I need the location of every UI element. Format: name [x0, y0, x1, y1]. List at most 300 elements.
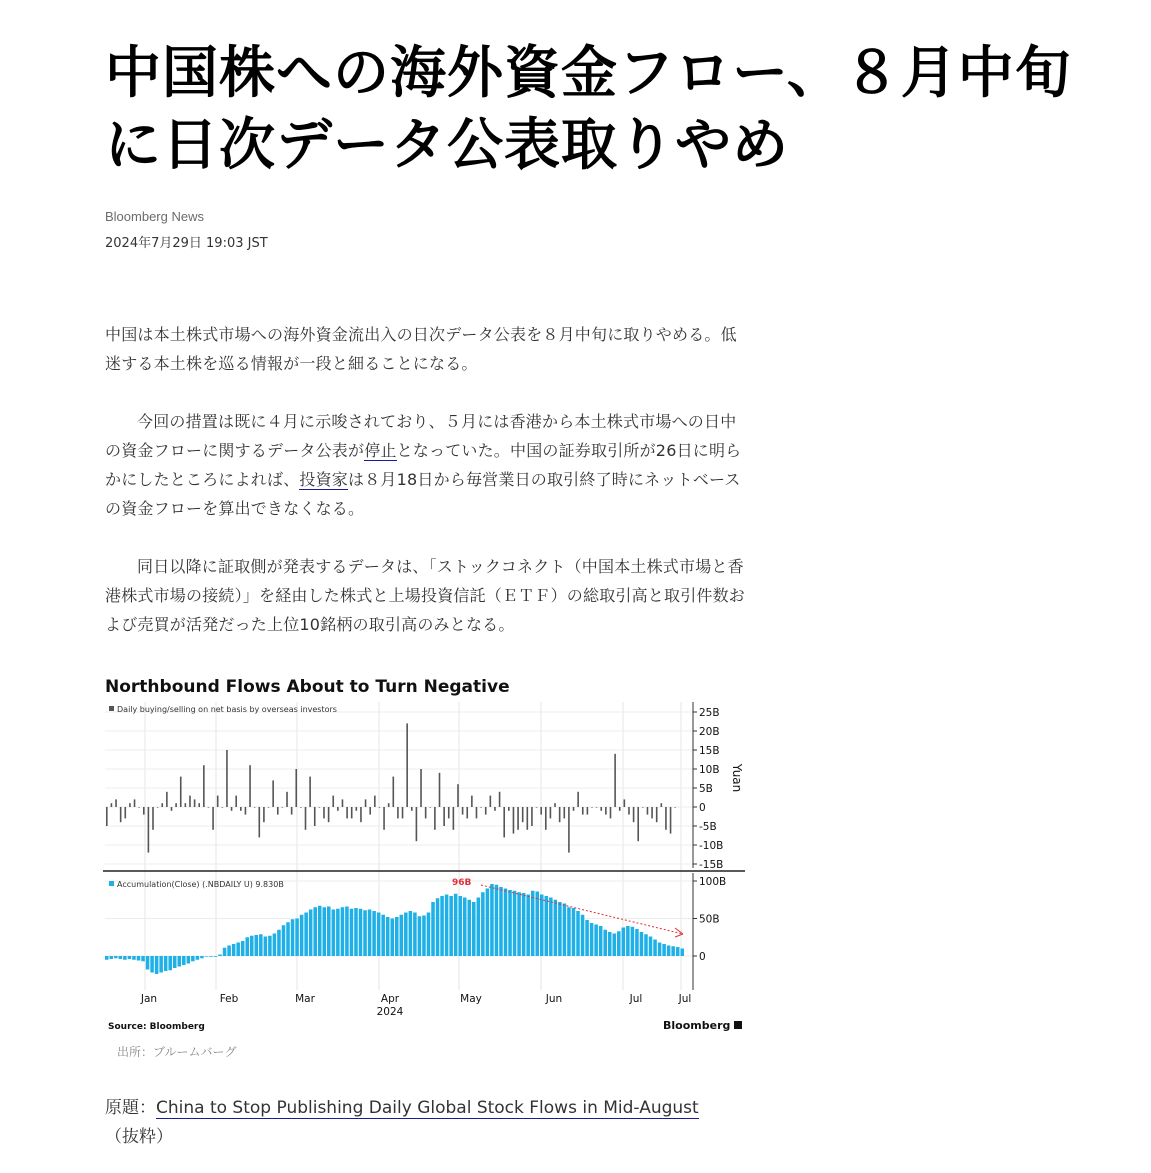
daily-flow-bar: [309, 777, 311, 807]
accumulation-bar: [626, 926, 630, 956]
daily-flow-bar: [217, 796, 219, 807]
daily-flow-bar: [383, 807, 385, 830]
accumulation-bar: [472, 902, 476, 956]
accumulation-bar: [368, 910, 372, 957]
accumulation-bar: [522, 893, 526, 956]
accumulation-bar: [323, 907, 327, 956]
daily-flow-bar: [554, 803, 556, 807]
accumulation-bar: [667, 946, 671, 957]
daily-flow-bar: [111, 803, 113, 807]
accumulation-bar: [372, 911, 376, 956]
accumulation-bar: [209, 956, 213, 957]
paragraph-2-text-c: は８月18日から毎営業日の取引終了時にネットベースの資金フローを算出できなくなる。: [105, 470, 741, 518]
daily-flow-bar: [531, 807, 533, 826]
bloomberg-logo: Bloomberg: [663, 1019, 731, 1032]
accumulation-bar: [277, 930, 281, 956]
daily-flow-bar: [189, 796, 191, 807]
daily-y-tick-label: 15B: [699, 745, 720, 757]
daily-flow-bar: [462, 807, 464, 815]
daily-flow-bar: [194, 799, 196, 807]
daily-flow-bar: [166, 792, 168, 807]
link-halt[interactable]: 停止: [364, 441, 397, 460]
daily-flow-bar: [198, 803, 200, 807]
daily-flow-bar: [665, 807, 667, 830]
daily-flow-bar: [365, 799, 367, 807]
accumulation-bar: [649, 937, 653, 957]
accumulation-bar: [617, 931, 621, 956]
accumulation-bar: [345, 907, 349, 957]
accumulation-bar: [640, 932, 644, 956]
accumulation-bar: [563, 904, 567, 957]
accumulation-bar: [535, 892, 539, 957]
accumulation-bar: [332, 910, 336, 957]
accumulation-bar: [105, 956, 109, 960]
daily-flow-bar: [300, 807, 302, 808]
daily-flow-bar: [115, 799, 117, 807]
daily-flow-bar: [356, 807, 358, 811]
accumulation-bar: [264, 937, 268, 957]
daily-flow-bar: [397, 807, 399, 818]
accumulation-bar: [137, 956, 141, 961]
accumulation-bar: [449, 896, 453, 956]
accumulation-bar: [404, 913, 408, 957]
daily-flow-bar: [416, 807, 418, 841]
accumulation-bar: [286, 922, 290, 956]
x-tick-label: Mar: [295, 993, 315, 1005]
daily-flow-bar: [628, 807, 630, 815]
daily-y-tick-label: -5B: [699, 821, 717, 833]
x-tick-label: Apr: [380, 993, 400, 1005]
daily-flow-bar: [245, 807, 247, 815]
accumulation-bar: [159, 956, 163, 973]
daily-flow-bar: [406, 723, 408, 807]
daily-flow-bar: [674, 807, 676, 808]
accumulation-bar: [576, 911, 580, 956]
accumulation-bar: [350, 909, 354, 956]
daily-flow-bar: [656, 807, 658, 822]
accumulation-bar: [549, 898, 553, 957]
accumulation-bar: [232, 944, 236, 956]
accumulation-bar: [227, 946, 231, 957]
accumulation-bar: [291, 919, 295, 956]
accumulation-bar: [504, 889, 508, 957]
accumulation-bar: [359, 909, 363, 956]
accumulation-bar: [477, 898, 481, 957]
daily-flow-bar: [337, 807, 339, 811]
accumulation-bar: [273, 934, 277, 957]
x-tick-label: Jul: [629, 993, 643, 1005]
daily-flow-bar: [568, 807, 570, 853]
accumulation-bar: [128, 956, 132, 959]
daily-flow-bar: [610, 807, 612, 818]
daily-flow-bar: [134, 799, 136, 807]
accumulation-bar: [318, 906, 322, 956]
daily-flow-bar: [129, 803, 131, 807]
daily-flow-bar: [522, 807, 524, 822]
accumulation-bar: [631, 927, 635, 956]
paragraph-3: 同日以降に証取側が発表するデータは、「ストックコネクト（中国本土株式市場と香港株式市場の接続）」を経由した株式と上場投資信託（ＥＴＦ）の総取引高と取引件数および売買が活発だった上位10銘柄の取引高のみとなる。: [105, 557, 746, 634]
accumulation-bar: [119, 956, 123, 959]
article-body: [105, 320, 750, 668]
daily-flow-bar: [212, 807, 214, 830]
daily-flow-bar: [453, 807, 455, 830]
paragraph-2-text-b: となっていた。中国の証券取引所が26日に明らかにしたところによれば、: [105, 441, 742, 489]
daily-flow-bar: [637, 807, 639, 841]
accumulation-bar: [155, 956, 159, 974]
daily-flow-bar: [536, 807, 538, 808]
daily-flow-bar: [420, 769, 422, 807]
daily-flow-bar: [402, 807, 404, 818]
accumulation-bar: [304, 913, 308, 957]
accumulation-bar: [363, 910, 367, 956]
accumulation-bar: [603, 930, 607, 956]
daily-flow-bar: [614, 754, 616, 807]
accumulation-bar: [680, 949, 684, 957]
accumulation-bar: [436, 898, 440, 956]
accumulation-bar: [110, 956, 114, 959]
daily-flow-bar: [411, 807, 413, 811]
daily-flow-bar: [545, 807, 547, 830]
daily-flow-bar: [175, 803, 177, 807]
daily-flow-bar: [124, 807, 126, 818]
daily-flow-bar: [332, 796, 334, 807]
accumulation-bar: [400, 915, 404, 956]
peak-annotation-label: 96B: [452, 878, 472, 888]
accumulation-bar: [658, 943, 662, 957]
accumulation-bar: [454, 894, 458, 956]
daily-flow-bar: [379, 807, 381, 808]
daily-flow-bar: [393, 777, 395, 807]
daily-flow-bar: [563, 807, 565, 818]
daily-flow-bar: [600, 807, 602, 811]
daily-flow-bar: [587, 807, 589, 815]
original-prefix: 原題：: [105, 1098, 156, 1118]
accumulation-bar: [613, 934, 617, 957]
daily-flow-bar: [624, 799, 626, 807]
daily-flow-bar: [305, 807, 307, 830]
accumulation-bar: [499, 887, 503, 956]
accumulation-bar: [146, 956, 150, 970]
accumulation-bar: [173, 956, 177, 968]
x-tick-label: Jul: [678, 993, 692, 1005]
daily-flow-bar: [342, 799, 344, 807]
daily-flow-bar: [235, 796, 237, 807]
accumulation-bar: [218, 955, 222, 957]
accumulation-bar: [531, 891, 535, 956]
accumulation-bar: [377, 913, 381, 957]
daily-flow-bar: [490, 796, 492, 807]
daily-flow-bar: [476, 807, 478, 818]
accumulation-bar: [200, 956, 204, 958]
northbound-flows-chart: [103, 672, 748, 1040]
paragraph-2: [105, 407, 750, 523]
daily-flow-bar: [642, 807, 644, 808]
accumulation-bar: [178, 956, 182, 967]
accumulation-bar: [622, 928, 626, 957]
accumulation-bar: [662, 944, 666, 956]
accumulation-bar: [381, 915, 385, 956]
daily-flow-bar: [471, 796, 473, 807]
accumulation-bar: [585, 920, 589, 956]
daily-flow-bar: [559, 807, 561, 822]
daily-flow-bar: [661, 803, 663, 807]
accumulation-bar: [295, 919, 299, 957]
daily-flow-bar: [282, 807, 284, 808]
accumulation-bar: [182, 956, 186, 965]
accum-legend-swatch: [109, 881, 114, 886]
daily-flow-bar: [106, 807, 108, 826]
accumulation-bar: [676, 947, 680, 956]
daily-flow-bar: [425, 807, 427, 818]
daily-flow-bar: [286, 792, 288, 807]
daily-flow-bar: [152, 807, 154, 830]
daily-flow-bar: [670, 807, 672, 834]
daily-flow-bar: [319, 807, 321, 808]
daily-legend-label: Daily buying/selling on net basis by overseas investors: [117, 705, 337, 714]
accumulation-bar: [191, 956, 195, 961]
accumulation-bar: [594, 925, 598, 957]
daily-flow-bar: [605, 807, 607, 815]
daily-y-tick-label: 25B: [699, 707, 720, 719]
daily-flow-bar: [517, 807, 519, 830]
accumulation-bar: [458, 896, 462, 956]
image-credit: 出所：ブルームバーグ: [117, 1045, 237, 1059]
daily-flow-bar: [573, 807, 575, 811]
daily-flow-bar: [494, 807, 496, 811]
daily-flow-bar: [258, 807, 260, 837]
accumulation-bar: [495, 885, 499, 956]
daily-flow-bar: [540, 807, 542, 815]
daily-flow-bar: [360, 807, 362, 822]
accum-y-tick-label: 100B: [699, 876, 727, 888]
daily-flow-bar: [508, 807, 510, 811]
daily-flow-bar: [434, 807, 436, 830]
daily-flow-bar: [443, 807, 445, 826]
daily-flow-bar: [231, 807, 233, 811]
daily-flow-bar: [527, 807, 529, 830]
accum-y-tick-label: 0: [699, 951, 706, 963]
chart-title: Northbound Flows About to Turn Negative: [105, 677, 510, 697]
daily-flow-bar: [226, 750, 228, 807]
accumulation-bar: [327, 907, 331, 957]
daily-flow-bar: [596, 807, 598, 808]
daily-flow-bar: [448, 807, 450, 818]
daily-flow-bar: [143, 807, 145, 815]
daily-flow-bar: [263, 807, 265, 822]
daily-flow-bar: [577, 792, 579, 807]
daily-y-tick-label: -10B: [699, 840, 724, 852]
accumulation-bar: [150, 956, 154, 973]
daily-flow-bar: [185, 803, 187, 807]
daily-flow-bar: [503, 807, 505, 837]
daily-flow-bar: [369, 807, 371, 815]
accum-y-tick-label: 50B: [699, 913, 720, 926]
chart-source: Source: Bloomberg: [108, 1022, 205, 1032]
daily-flow-bar: [120, 807, 122, 822]
daily-flow-bar: [323, 807, 325, 818]
accumulation-bar: [422, 916, 426, 957]
daily-flow-bar: [268, 807, 270, 808]
original-article-link[interactable]: China to Stop Publishing Daily Global Stock Flows in Mid-August: [156, 1098, 699, 1118]
daily-flow-bar: [222, 807, 224, 808]
daily-legend-swatch: [109, 706, 114, 711]
daily-flow-bar: [328, 807, 330, 822]
daily-flow-bar: [295, 769, 297, 807]
excerpt-note: （抜粋）: [105, 1127, 173, 1147]
accumulation-bar: [653, 940, 657, 957]
accumulation-bar: [282, 925, 286, 956]
daily-flow-bar: [619, 807, 621, 811]
accumulation-bar: [259, 934, 263, 956]
accumulation-bar: [445, 895, 449, 957]
accumulation-bar: [386, 917, 390, 956]
daily-y-axis-label: Yuan: [730, 763, 744, 793]
accumulation-bar: [590, 923, 594, 956]
accumulation-bar: [313, 907, 317, 956]
accumulation-bar: [581, 915, 585, 956]
accumulation-bar: [250, 936, 254, 956]
daily-flow-bar: [513, 807, 515, 834]
daily-flow-bar: [429, 807, 431, 808]
byline[interactable]: Bloomberg News: [105, 209, 204, 224]
accumulation-bar: [599, 926, 603, 956]
daily-flow-bar: [466, 807, 468, 818]
daily-flow-bar: [171, 807, 173, 811]
accumulation-bar: [517, 892, 521, 956]
accumulation-bar: [123, 956, 127, 960]
daily-flow-bar: [148, 807, 150, 853]
daily-flow-bar: [351, 807, 353, 818]
daily-flow-bar: [550, 807, 552, 818]
accumulation-bar: [431, 902, 435, 956]
accumulation-bar: [526, 895, 530, 957]
accum-legend-label: Accumulation(Close) (.NBDAILY U) 9.830B: [117, 880, 284, 889]
daily-flow-bar: [480, 807, 482, 808]
daily-flow-bar: [208, 807, 210, 808]
daily-flow-bar: [272, 780, 274, 807]
x-tick-label: May: [460, 993, 482, 1005]
accumulation-bar: [644, 934, 648, 956]
daily-flow-bar: [374, 796, 376, 807]
daily-flow-bar: [180, 777, 182, 807]
accumulation-bar: [354, 908, 358, 956]
daily-y-tick-label: 5B: [699, 783, 713, 795]
accumulation-bar: [409, 911, 413, 956]
link-investors[interactable]: 投資家: [299, 470, 349, 489]
accumulation-bar: [567, 907, 571, 956]
accumulation-bar: [164, 956, 168, 971]
daily-flow-bar: [439, 773, 441, 807]
daily-flow-bar: [651, 807, 653, 818]
accumulation-bar: [132, 956, 136, 960]
bloomberg-logo-mark: [734, 1021, 742, 1029]
accumulation-bar: [540, 895, 544, 957]
paragraph-2-text-a: 今回の措置は既に４月に示唆されており、５月には香港から本土株式市場への日中の資金フローに関するデータ公表が: [105, 412, 737, 460]
accumulation-bar: [513, 891, 517, 956]
x-year-label: 2024: [376, 1006, 404, 1018]
accumulation-bar: [205, 956, 209, 957]
daily-y-tick-label: 20B: [699, 726, 720, 738]
daily-y-tick-label: 10B: [699, 764, 720, 776]
accumulation-bar: [141, 956, 145, 961]
daily-flow-bar: [485, 807, 487, 815]
daily-flow-bar: [240, 807, 242, 811]
daily-flow-bar: [647, 807, 649, 815]
accumulation-bar: [241, 941, 245, 956]
paragraph-1: 中国は本土株式市場への海外資金流出入の日次データ公表を８月中旬に取りやめる。低迷する本土株を巡る情報が一段と細ることになる。: [105, 325, 737, 373]
accumulation-bar: [463, 898, 467, 957]
accumulation-bar: [635, 929, 639, 956]
daily-flow-bar: [457, 784, 459, 807]
daily-y-tick-label: 0: [699, 802, 706, 814]
accumulation-bar: [440, 896, 444, 956]
daily-flow-bar: [346, 807, 348, 818]
daily-flow-bar: [591, 807, 593, 808]
accumulation-bar: [168, 956, 172, 970]
daily-flow-bar: [203, 765, 205, 807]
accumulation-bar: [390, 919, 394, 957]
daily-flow-bar: [157, 807, 159, 808]
accumulation-bar: [545, 896, 549, 956]
accumulation-bar: [336, 909, 340, 956]
accumulation-bar: [196, 956, 200, 960]
accumulation-bar: [671, 946, 675, 956]
accumulation-bar: [245, 937, 249, 956]
daily-flow-bar: [314, 807, 316, 826]
accumulation-bar: [223, 948, 227, 956]
accumulation-bar: [508, 890, 512, 956]
accumulation-bar: [418, 916, 422, 956]
article-title: 中国株への海外資金フロー、８月中旬に日次データ公表取りやめ: [105, 41, 1072, 178]
accumulation-bar: [300, 915, 304, 956]
accumulation-bar: [341, 907, 345, 956]
daily-flow-bar: [277, 807, 279, 815]
accumulation-bar: [413, 913, 417, 957]
accumulation-bar: [481, 892, 485, 956]
accumulation-bar: [268, 936, 272, 956]
daily-y-tick-label: -15B: [699, 859, 724, 871]
original-title-block: [105, 1094, 805, 1152]
accumulation-bar: [486, 889, 490, 957]
daily-flow-bar: [138, 807, 140, 808]
accumulation-bar: [490, 884, 494, 956]
accumulation-bar: [214, 956, 218, 957]
x-tick-label: Feb: [219, 993, 239, 1005]
accumulation-bar: [608, 932, 612, 956]
publish-date: 2024年7月29日 19:03 JST: [105, 236, 268, 251]
accumulation-bar: [558, 902, 562, 956]
x-tick-label: Jan: [140, 993, 158, 1005]
daily-flow-bar: [161, 803, 163, 807]
accumulation-bar: [427, 913, 431, 957]
accumulation-bar: [572, 908, 576, 956]
daily-flow-bar: [388, 803, 390, 807]
daily-flow-bar: [633, 807, 635, 822]
accumulation-bar: [395, 917, 399, 956]
daily-flow-bar: [249, 765, 251, 807]
accumulation-bar: [236, 943, 240, 957]
x-tick-label: Jun: [545, 993, 563, 1005]
accumulation-bar: [554, 900, 558, 956]
daily-flow-bar: [499, 792, 501, 807]
accumulation-bar: [309, 910, 313, 957]
daily-flow-bar: [582, 807, 584, 815]
accumulation-bar: [255, 935, 259, 956]
accumulation-bar: [468, 900, 472, 956]
daily-flow-bar: [291, 807, 293, 815]
accumulation-bar: [187, 956, 191, 964]
accumulation-bar: [114, 956, 118, 958]
